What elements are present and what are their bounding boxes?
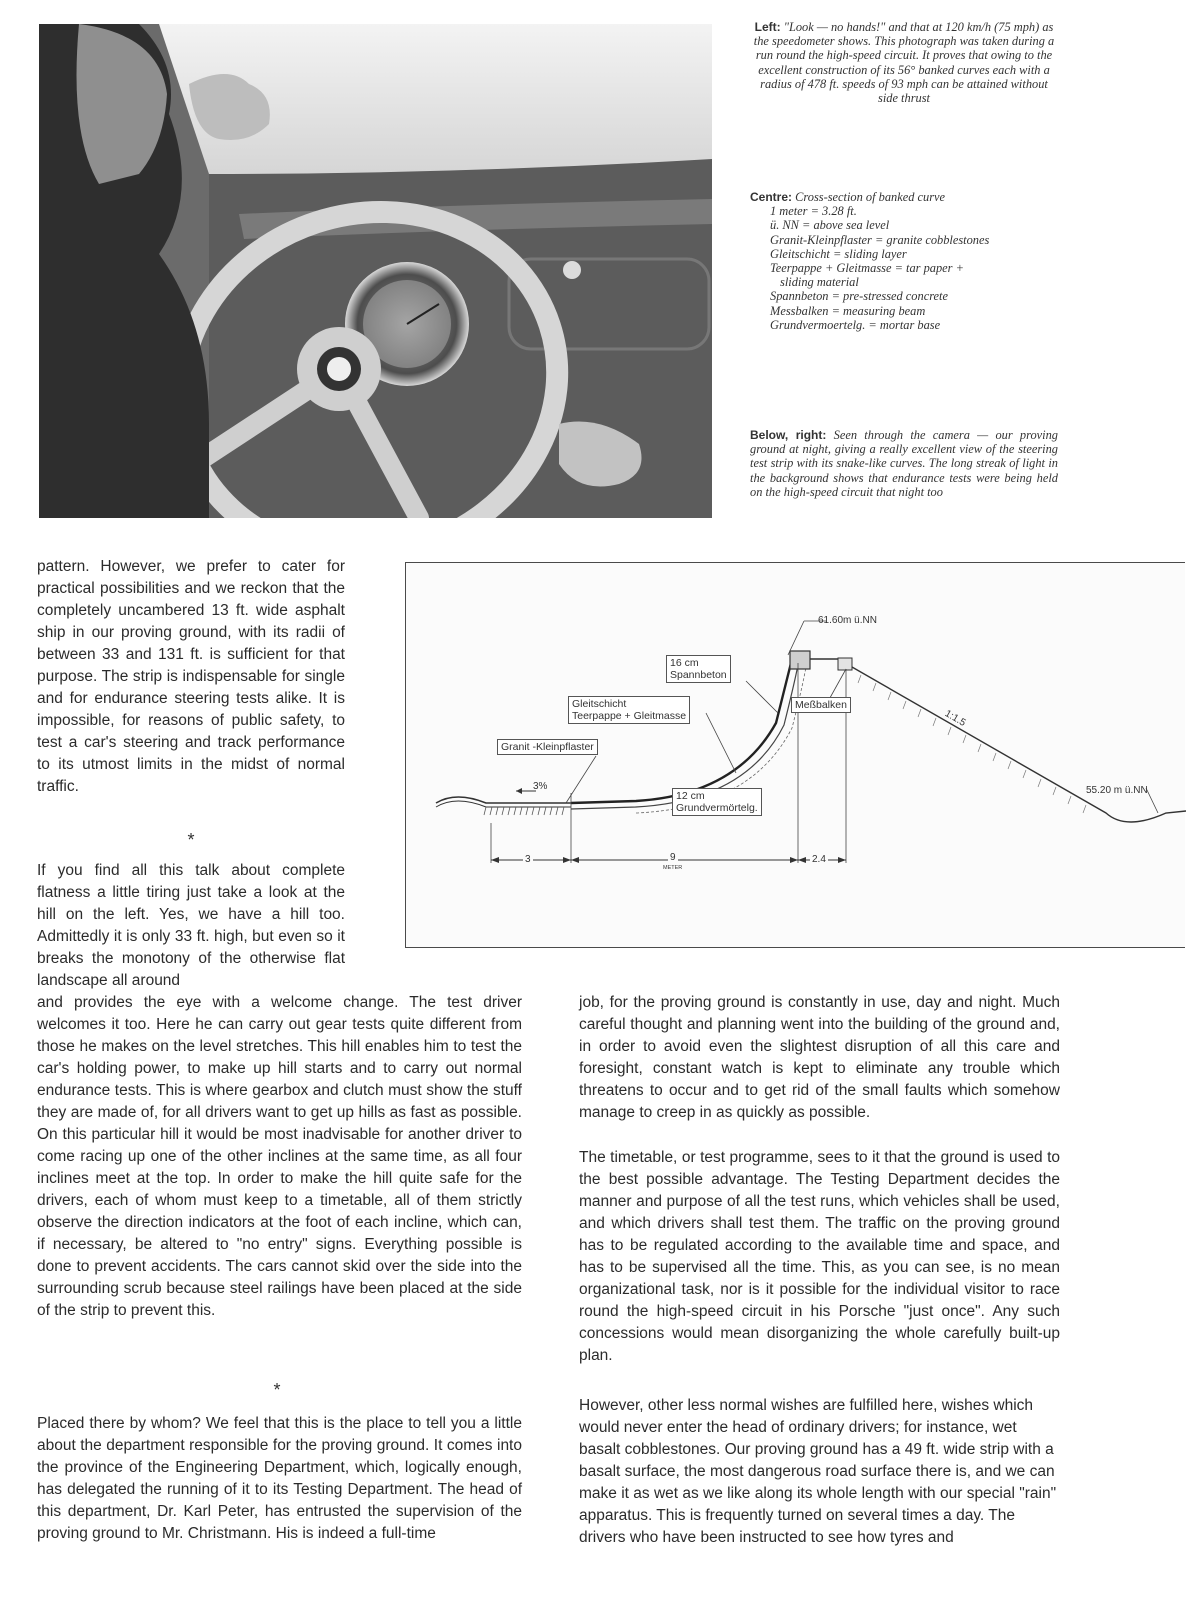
caption-centre-item: Grundvermoertelg. = mortar base xyxy=(770,317,941,332)
right-column-paragraph-3: However, other less normal wishes are fulfilled here, wishes which would never enter the head of ordinary drivers; for instance, wet basalt cobblestones. Our proving ground has a 49 ft. wide strip with a basalt surface, the most dangerous road surface there is, and we can make it as wet as we like along its whole length with our special "rain" apparatus. This is frequently turned on several times a day. The drivers who have been instructed to see how tyres and xyxy=(579,1397,1057,1546)
slope-percent-label: 3% xyxy=(533,781,548,792)
caption-centre-item: Spannbeton = pre-stressed concrete xyxy=(770,289,948,304)
slope-ratio-label: 1:1.5 xyxy=(942,708,968,729)
caption-below-text: Seen through the camera — our proving ground at night, giving a really excellent view of the steering test strip with its snake-like curves. The long streak of light in the background shows that endurance tests were being held on the high-speed circuit that night too xyxy=(750,428,1058,499)
left-column-paragraph-4: Placed there by whom? We feel that this is the place to tell you a little about the department responsible for the proving ground. It comes into the province of the Engineering Department, which, logically enough, has delegated the running of it to its Testing Department. The head of this department, Dr. Karl Peter, has entrusted the supervision of the proving ground to Mr. Christmann. His is indeed a full-time xyxy=(37,1415,522,1542)
left-column-paragraph-3: and provides the eye with a welcome change. The test driver welcomes it too. Here he can carry out gear tests quite different from those he makes on the level stretches. This hill enables him to test the car's holding power, to make up hill starts and to carry out normal endurance tests. This is where gearbox and clutch must show the stuff they are made of, for all drivers want to get up hills as fast as possible. On this particular hill it would be most inadvisable for another driver to come racing up one of the other inclines at the same time, as all four inclines meet at the top. In order to make the hill quite safe for the drivers, each of whom must keep to a timetable, all of them strictly observe the direction indicators at the foot of each incline, which can, if necessary, be altered to "no entry" signs. Everything possible is done to prevent accidents. The cars cannot skid over the side into the surrounding scrub because steel railings have been placed at the side of the strip to prevent this. xyxy=(37,994,522,1319)
right-column-paragraph-1: job, for the proving ground is constantly in use, day and night. Much careful thought and planning went into the building of the ground and, in order to avoid even the slightest disruption of all this care and foresight, constant watch is kept to eliminate any trouble which threatens to occur and to get rid of the small faults which somehow manage to creep in as quickly as possible. xyxy=(579,994,1060,1121)
dimension-2-4: 2.4 xyxy=(812,854,826,865)
caption-centre-item: Teerpappe + Gleitmasse = tar paper + xyxy=(770,261,964,276)
dimension-9: 9 xyxy=(670,852,676,863)
dimension-unit: METER xyxy=(663,865,683,871)
caption-left-text: "Look — no hands!" and that at 120 km/h (75 mph) as the speedometer shows. This photograph was taken during a run round the high-speed circuit. It proves that owing to the excellent construction of its 56° banked curves each with a radius of 478 ft. speeds of 93 mph can be attained without side thrust xyxy=(753,20,1055,106)
caption-left xyxy=(750,20,1058,105)
caption-centre-lead: Centre: xyxy=(750,190,793,204)
caption-centre xyxy=(750,190,1058,332)
right-column-paragraph-2: The timetable, or test programme, sees to it that the ground is used to the best possible advantage. The Testing Department decides the manner and purpose of all the test runs, which vehicles shall be used, and which drivers shall test them. The traffic on the proving ground has to be regulated according to the available time and space, and has to be supervised all the time. This, as you can see, is no mean organizational task, nor is it possible for the individual visitor to race round the high-speed circuit in his Porsche "just once". Any such concessions would mean disorganizing the whole carefully built-up plan. xyxy=(579,1149,1060,1364)
caption-centre-item: Messbalken = measuring beam xyxy=(770,303,926,318)
left-column-paragraph-1: pattern. However, we prefer to cater for practical possibilities and we reckon that the completely uncambered 13 ft. wide asphalt ship in our proving ground, with its radii of between 33 and 131 ft. is sufficient for that purpose. The strip is indispensable for single and for endurance steering tests alike. It is impossible, for reasons of public safety, to test a car's steering and track performance to its utmost limits in the midst of normal traffic. xyxy=(37,558,345,795)
caption-left-lead: Left: xyxy=(754,20,781,34)
spannbeton-thickness: 16 cm xyxy=(670,657,699,669)
elevation-bottom-label: 55.20 m ü.NN xyxy=(1086,785,1148,796)
caption-centre-head: Cross-section of banked curve xyxy=(795,190,946,204)
spannbeton-label xyxy=(666,655,731,683)
caption-centre-item: Granit-Kleinpflaster = granite cobblestones xyxy=(770,232,990,247)
caption-centre-item: ü. NN = above sea level xyxy=(770,218,890,233)
caption-below-lead: Below, right: xyxy=(750,428,827,442)
gleitschicht-name: Gleitschicht xyxy=(572,698,627,710)
left-column-paragraph-2: If you find all this talk about complete flatness a little tiring just take a look at the hill on the left. Yes, we have a hill too. Admittedly it is only 33 ft. high, but even so it breaks the monotony of the otherwise flat landscape all around xyxy=(37,862,345,989)
section-divider: * xyxy=(187,830,195,850)
caption-below-right xyxy=(750,428,1058,499)
caption-centre-item: Gleitschicht = sliding layer xyxy=(770,246,907,261)
section-divider: * xyxy=(273,1380,281,1400)
grund-name: Grundvermörtelg. xyxy=(676,802,758,814)
spannbeton-name: Spannbeton xyxy=(670,669,727,681)
granit-label: Granit -Kleinpflaster xyxy=(497,739,598,755)
caption-centre-item: sliding material xyxy=(780,275,859,290)
cross-section-drawing xyxy=(406,563,1186,949)
driver-photo-illustration xyxy=(39,24,712,518)
dimension-3: 3 xyxy=(525,854,531,865)
gleitschicht-label xyxy=(568,696,690,724)
driver-photo xyxy=(39,24,712,518)
messbalken-label: Meßbalken xyxy=(791,697,851,713)
grundvermoertelg-label xyxy=(672,788,762,816)
grund-thickness: 12 cm xyxy=(676,790,705,802)
caption-centre-item: 1 meter = 3.28 ft. xyxy=(770,204,857,219)
teerpappe-name: Teerpappe + Gleitmasse xyxy=(572,710,687,722)
banked-curve-cross-section xyxy=(405,562,1185,948)
elevation-top-label: 61.60m ü.NN xyxy=(818,615,877,626)
